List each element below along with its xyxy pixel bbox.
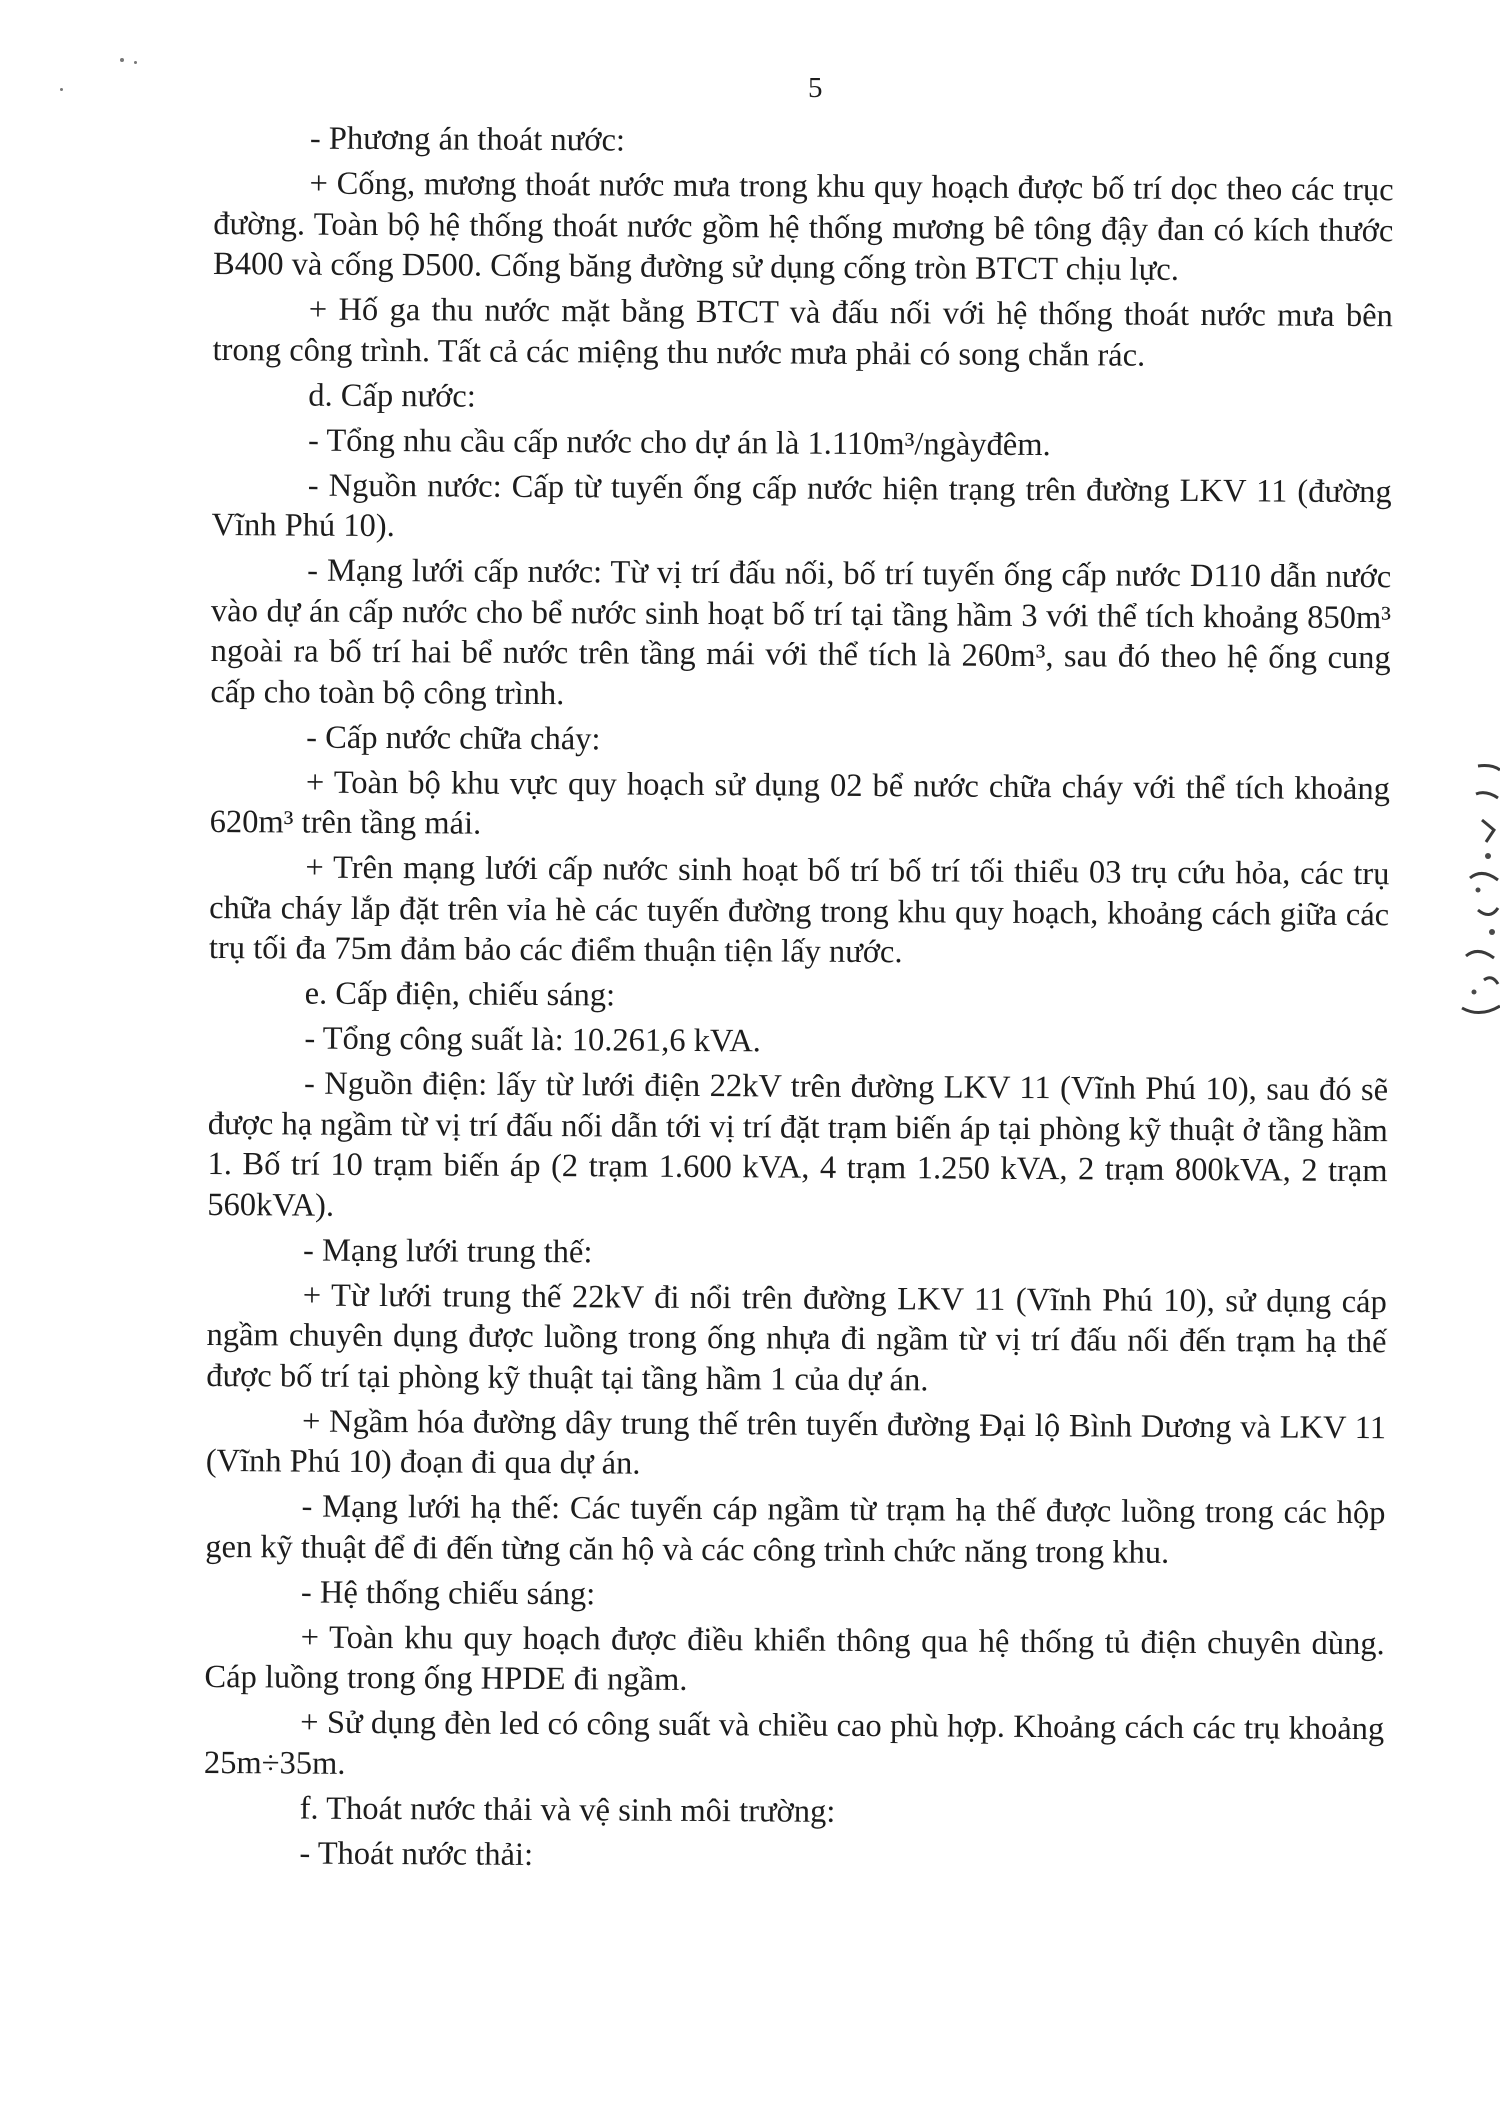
seal-fragment-icon [1448,760,1500,1028]
section-heading: e. Cấp điện, chiếu sáng: [304,975,616,1014]
paragraph: + Toàn khu quy hoạch được điều khiển thông qua hệ thống tủ điện chuyên dùng. Cáp luồng trong ống HPDE đi ngầm. [204,1619,1385,1698]
paragraph: - Tổng nhu cầu cấp nước cho dự án là 1.110m³/ngàyđêm. [307,422,1051,463]
section-heading: f. Thoát nước thải và vệ sinh môi trường: [299,1790,836,1830]
paragraph: + Sử dụng đèn led có công suất và chiều cao phù hợp. Khoảng cách các trụ khoảng 25m÷35m. [203,1704,1385,1782]
paragraph: + Trên mạng lưới cấp nước sinh hoạt bố trí bố trí tối thiểu 03 trụ cứu hỏa, các trụ chữa cháy lắp đặt trên vỉa hè các tuyến đường trong khu quy hoạch, khoảng cách giữa các trụ tối đa 75m đảm bảo các điểm thuận tiện lấy nước. [208,849,1390,971]
paragraph: - Nguồn nước: Cấp từ tuyến ống cấp nước hiện trạng trên đường LKV 11 (đường Vĩnh Phú 10). [211,467,1392,545]
paragraph: + Toàn bộ khu vực quy hoạch sử dụng 02 bể nước chữa cháy với thể tích khoảng 620m³ trên tầng mái. [209,764,1391,842]
section-heading: d. Cấp nước: [308,377,476,415]
paragraph: + Hố ga thu nước mặt bằng BTCT và đấu nối với hệ thống thoát nước mưa bên trong công trình. Tất cả các miệng thu nước mưa phải có song chắn rác. [212,291,1393,374]
paragraph: - Hệ thống chiếu sáng: [300,1574,596,1612]
paragraph: - Thoát nước thải: [299,1835,534,1873]
paragraph: - Mạng lưới hạ thế: Các tuyến cáp ngầm từ trạm hạ thế được luồng trong các hộp gen kỹ thuật để đi đến từng căn hộ và các công trình chức năng trong khu. [205,1488,1386,1571]
paragraph: + Ngầm hóa đường dây trung thế trên tuyến đường Đại lộ Bình Dương và LKV 11 (Vĩnh Phú 10) đoạn đi qua dự án. [205,1403,1387,1482]
paragraph: - Phương án thoát nước: [309,120,626,159]
paragraph: - Nguồn điện: lấy từ lưới điện 22kV trên đường LKV 11 (Vĩnh Phú 10), sau đó sẽ được hạ ngầm từ vị trí đấu nối dẫn tới vị trí đặt trạm biến áp tại phòng kỹ thuật ở tầng hầm 1. Bố trí 10 trạm biến áp (2 trạm 1.600 kVA, 4 trạm 1.250 kVA, 2 trạm 800kVA, 2 trạm 560kVA). [207,1065,1389,1224]
paragraph: + Cống, mương thoát nước mưa trong khu quy hoạch được bố trí dọc theo các trục đường. Toàn bộ hệ thống thoát nước gồm hệ thống mương bê tông đậy đan có kích thước B400 và cống D500. Cống băng đường sử dụng cống tròn BTCT chịu lực. [212,165,1394,288]
paragraph: - Mạng lưới trung thế: [302,1232,593,1270]
paragraph: - Mạng lưới cấp nước: Từ vị trí đấu nối, bố trí tuyến ống cấp nước D110 dẫn nước vào dự án cấp nước cho bể nước sinh hoạt bố trí tại tầng hầm 3 với thể tích khoảng 850m³ ngoài ra bố trí hai bể nước trên tầng mái với thể tích là 260m³, sau đó theo hệ ống cung cấp cho toàn bộ công trình. [210,552,1392,712]
scan-speck [134,61,137,64]
paragraph: - Tổng công suất là: 10.261,6 kVA. [304,1020,761,1060]
paragraph: - Cấp nước chữa cháy: [306,719,601,757]
page-number: 5 [808,72,823,104]
paragraph: + Từ lưới trung thế 22kV đi nổi trên đường LKV 11 (Vĩnh Phú 10), sử dụng cáp ngầm chuyên dụng được luồng trong ống nhựa đi ngầm từ vị trí đấu nối đến trạm hạ thế được bố trí tại phòng kỹ thuật tại tầng hầm 1 của dự án. [206,1277,1387,1398]
scan-speck [60,88,63,91]
document-body [203,118,1394,1885]
scan-speck [120,58,124,62]
